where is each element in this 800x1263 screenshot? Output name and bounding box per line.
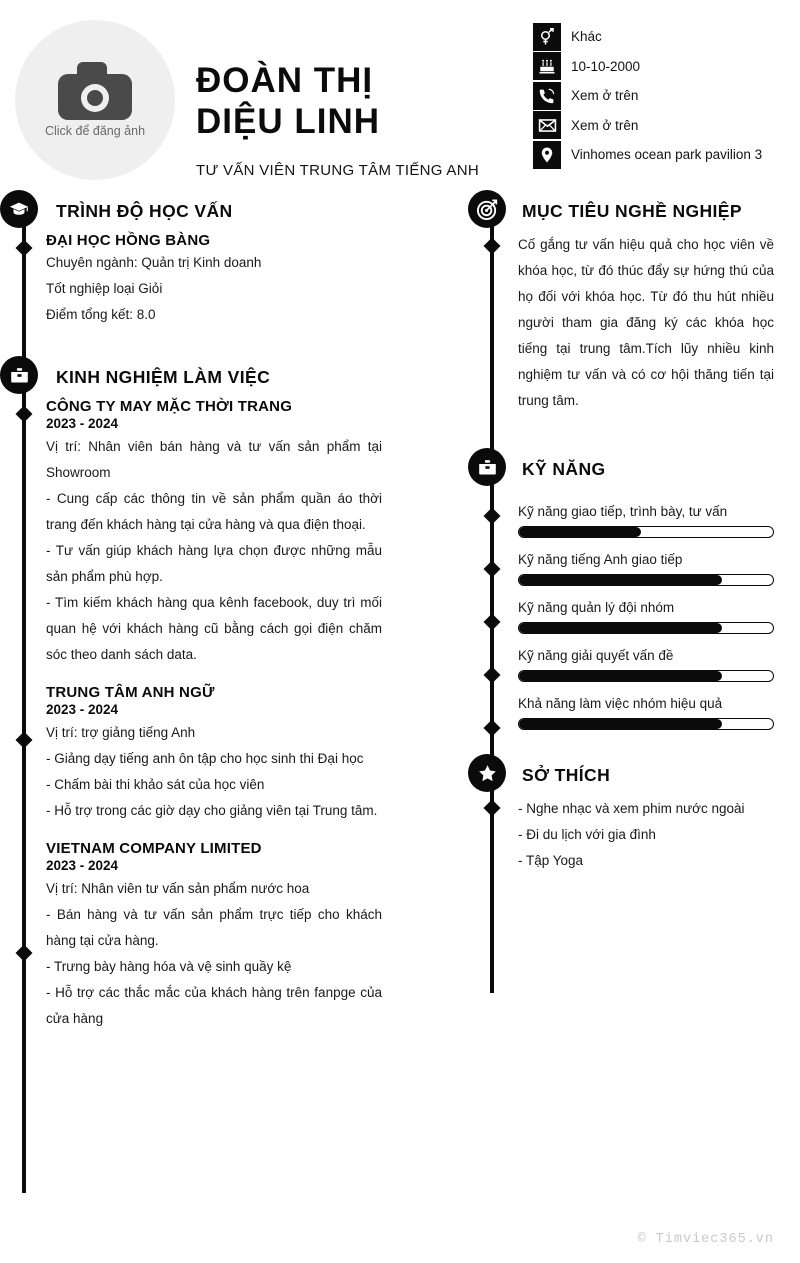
section-title: MỤC TIÊU NGHỀ NGHIỆP [522, 200, 742, 221]
section-objective-body [518, 232, 800, 414]
objective-text: Cố gắng tư vấn hiệu quả cho học viên về khóa học, từ đó thúc đẩy sự hứng thú của họ đối với khóa học. Từ đó thu hút nhiều người tham gia đăng ký các khóa học tiếng tại trung tâm.Tích lũy nhiều kinh nghiệm tư vấn và có cơ hội thăng tiến tại trung tâm. [518, 237, 774, 408]
job-title: TƯ VẤN VIÊN TRUNG TÂM TIẾNG ANH [196, 162, 479, 179]
education-line: Chuyên ngành: Quản trị Kinh doanh [46, 255, 262, 270]
contact-item-location [533, 140, 793, 170]
contact-item-email [533, 111, 793, 141]
skill-bar-fill [519, 575, 722, 585]
role-text: Vị trí: Nhân viên tư vấn sản phẩm nước hoa [46, 881, 310, 896]
contact-item-gender [533, 22, 793, 52]
contact-text: Vinhomes ocean park pavilion 3 [571, 147, 763, 163]
skill-item [518, 600, 774, 634]
gender-icon [533, 23, 561, 51]
timeline-marker [484, 614, 501, 631]
hobby-item: - Nghe nhạc và xem phim nước ngoài [518, 801, 745, 816]
candidate-name [196, 60, 496, 142]
left-column [0, 190, 400, 1048]
company-name: CÔNG TY MAY MẶC THỜI TRANG [46, 398, 293, 415]
duty-text: - Tư vấn giúp khách hàng lựa chọn được những mẫu sản phẩm phù hợp. [46, 543, 382, 584]
company-name: VIETNAM COMPANY LIMITED [46, 840, 262, 857]
camera-icon [58, 62, 132, 120]
skill-item [518, 552, 774, 586]
briefcase-icon [468, 448, 506, 486]
section-objective [466, 190, 800, 414]
skill-label: Kỹ năng giao tiếp, trình bày, tư vấn [518, 504, 728, 519]
experience-entry [46, 840, 382, 1032]
skill-bar [518, 574, 774, 586]
duty-text: - Bán hàng và tư vấn sản phẩm trực tiếp cho khách hàng tại cửa hàng. [46, 907, 382, 948]
watermark: © Timviec365.vn [637, 1232, 774, 1247]
cv-header [0, 0, 800, 195]
section-hobbies [466, 754, 800, 874]
duty-text: - Giảng dạy tiếng anh ôn tập cho học sinh thi Đại học [46, 751, 364, 766]
skill-label: Kỹ năng giải quyết vấn đề [518, 648, 674, 663]
graduation-cap-icon [0, 190, 38, 228]
timeline-marker [16, 945, 33, 962]
timeline-marker [16, 732, 33, 749]
right-column [466, 190, 800, 874]
section-title: KINH NGHIỆM LÀM VIỆC [56, 366, 271, 387]
employment-period: 2023 - 2024 [46, 702, 119, 717]
section-title: TRÌNH ĐỘ HỌC VẤN [56, 200, 233, 221]
target-icon [468, 190, 506, 228]
employment-period: 2023 - 2024 [46, 416, 119, 431]
duty-text: - Chấm bài thi khảo sát của học viên [46, 777, 265, 792]
duty-text: - Cung cấp các thông tin về sản phẩm quần áo thời trang đến khách hàng tại cửa hàng và qua điện thoại. [46, 491, 382, 532]
email-icon [533, 111, 561, 139]
contact-item-phone [533, 81, 793, 111]
duty-text: - Hỗ trợ trong các giờ dạy cho giảng viên tại Trung tâm. [46, 803, 378, 818]
section-skills-header [466, 448, 800, 490]
section-skills [466, 448, 800, 730]
section-experience [0, 356, 400, 1032]
avatar-upload[interactable] [15, 20, 175, 180]
section-hobbies-header [466, 754, 800, 796]
timeline-marker [484, 667, 501, 684]
skill-bar [518, 526, 774, 538]
school-name: ĐẠI HỌC HỒNG BÀNG [46, 232, 211, 249]
employment-period: 2023 - 2024 [46, 858, 119, 873]
timeline-marker [484, 800, 501, 817]
hobby-item: - Đi du lịch với gia đình [518, 827, 656, 842]
skill-label: Khả năng làm việc nhóm hiệu quả [518, 696, 723, 711]
duty-text: - Tìm kiếm khách hàng qua kênh facebook, duy trì mối quan hệ với khách hàng cũ bằng cách gọi điện chăm sóc theo danh sách data. [46, 595, 382, 662]
skill-bar-fill [519, 527, 641, 537]
section-title: KỸ NĂNG [522, 458, 606, 479]
timeline-marker [484, 561, 501, 578]
education-line: Tốt nghiệp loại Giỏi [46, 281, 163, 296]
contact-text: Xem ở trên [571, 88, 639, 104]
avatar-caption: Click để đăng ảnh [44, 124, 146, 138]
section-hobbies-body [518, 796, 800, 874]
section-experience-body [46, 398, 400, 1032]
timeline-marker [484, 238, 501, 255]
location-pin-icon [533, 141, 561, 169]
skill-bar-fill [519, 719, 722, 729]
briefcase-icon [0, 356, 38, 394]
role-text: Vị trí: trợ giảng tiếng Anh [46, 725, 196, 740]
section-education [0, 190, 400, 328]
contact-text: 10-10-2000 [571, 58, 641, 74]
duty-text: - Hỗ trợ các thắc mắc của khách hàng trên fanpge của cửa hàng [46, 985, 382, 1026]
education-line: Điểm tổng kết: 8.0 [46, 307, 156, 322]
skill-bar [518, 622, 774, 634]
section-education-body [46, 232, 400, 328]
timeline-marker [16, 406, 33, 423]
hobby-item: - Tập Yoga [518, 853, 584, 868]
skill-bar-fill [519, 623, 722, 633]
contact-list [533, 22, 793, 170]
timeline-marker [484, 508, 501, 525]
contact-item-birthday [533, 52, 793, 82]
duty-text: - Trưng bày hàng hóa và vệ sinh quầy kệ [46, 959, 292, 974]
section-education-header [0, 190, 400, 232]
timeline-marker [484, 720, 501, 737]
company-name: TRUNG TÂM ANH NGỮ [46, 684, 215, 701]
birthday-cake-icon [533, 52, 561, 80]
section-objective-header [466, 190, 800, 232]
skill-label: Kỹ năng quản lý đội nhóm [518, 600, 675, 615]
contact-text: Khác [571, 29, 602, 45]
star-icon [468, 754, 506, 792]
section-experience-header [0, 356, 400, 398]
name-line-1: ĐOÀN THỊ [196, 61, 374, 100]
name-line-2: DIỆU LINH [196, 102, 380, 141]
experience-entry [46, 398, 382, 668]
section-title: SỞ THÍCH [522, 764, 611, 785]
skill-bar-fill [519, 671, 722, 681]
skill-bar [518, 718, 774, 730]
experience-entry [46, 684, 382, 824]
section-skills-body [518, 504, 800, 730]
skill-item [518, 696, 774, 730]
skill-item [518, 504, 774, 538]
skill-bar [518, 670, 774, 682]
contact-text: Xem ở trên [571, 117, 639, 133]
skill-item [518, 648, 774, 682]
role-text: Vị trí: Nhân viên bán hàng và tư vấn sản phẩm tại Showroom [46, 439, 382, 480]
skill-label: Kỹ năng tiếng Anh giao tiếp [518, 552, 683, 567]
phone-icon [533, 82, 561, 110]
timeline-marker [16, 240, 33, 257]
